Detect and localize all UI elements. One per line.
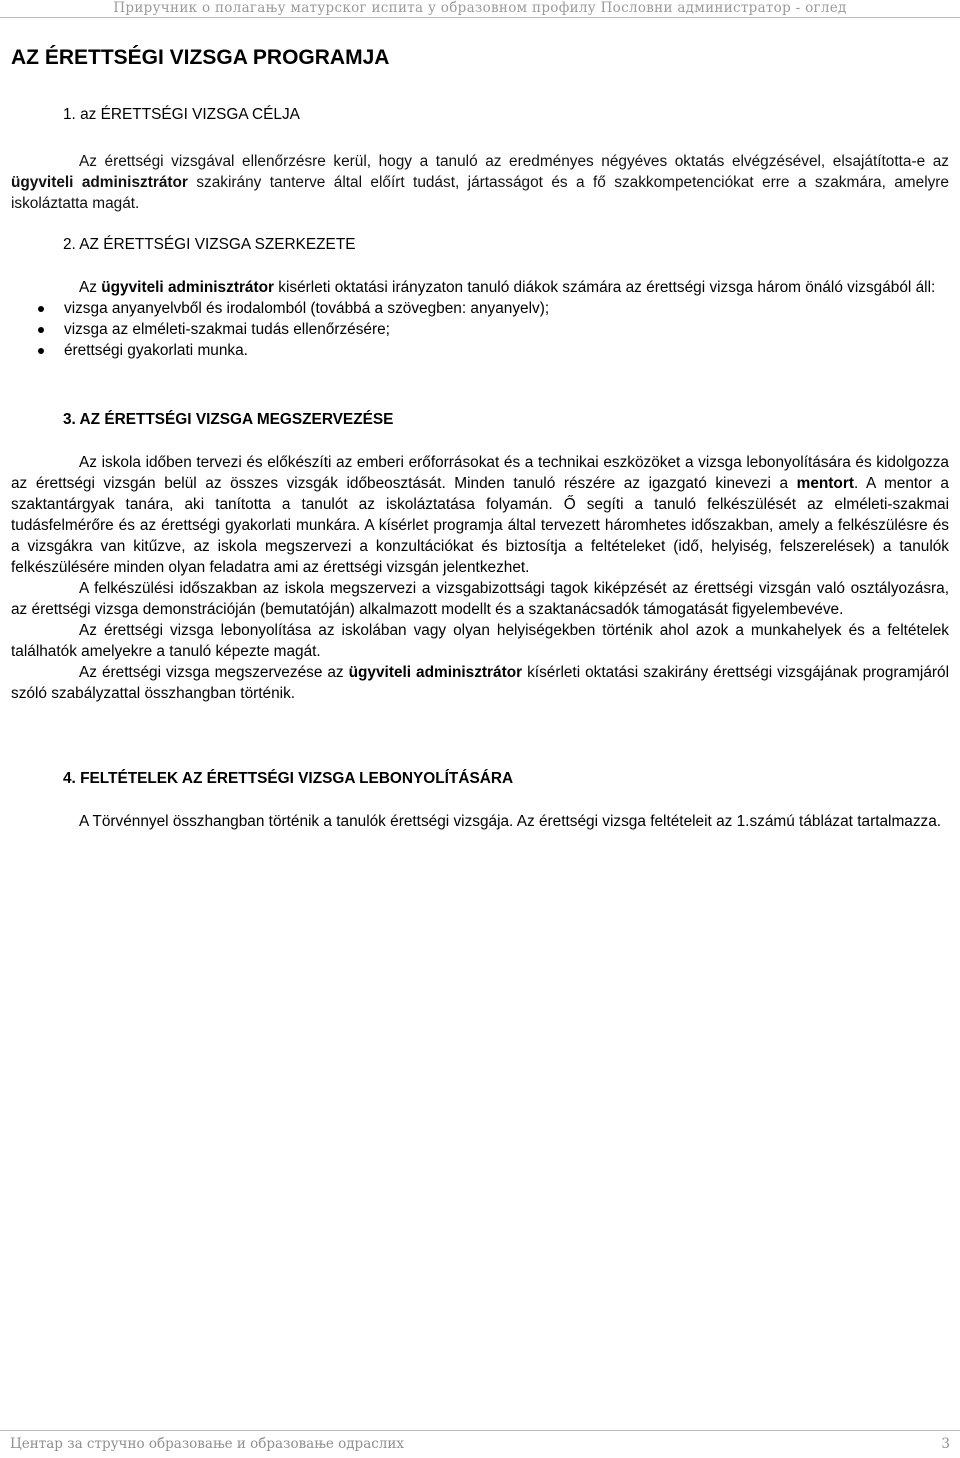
section-heading: 1. az ÉRETTSÉGI VIZSGA CÉLJA	[63, 106, 300, 123]
list-item	[11, 319, 949, 340]
paragraph	[11, 452, 949, 578]
bullet-icon	[38, 348, 44, 354]
list-item	[11, 340, 949, 361]
footer-divider	[0, 1430, 960, 1431]
section-exam-purpose	[11, 104, 949, 214]
section-heading: 4. FELTÉTELEK AZ ÉRETTSÉGI VIZSGA LEBONYOLÍTÁSÁRA	[63, 770, 514, 787]
list-item	[11, 298, 949, 319]
text-run: kísérleti oktatási szakirány érettségi vizsgájának programjáról szóló szabályzattal összhangban történik.	[11, 664, 949, 702]
list-item-text: érettségi gyakorlati munka.	[64, 342, 248, 359]
paragraph: A felkészülési időszakban az iskola megszervezi a vizsgabizottsági tagok kiképzését az érettségi vizsgán való osztályozásra, az érettségi vizsga demonstrációján (bemutatóján) alkalmazott modellt és a szaktanácsadók támogatását figyelembevéve.	[11, 580, 949, 618]
section-exam-structure	[11, 234, 949, 361]
paragraph	[11, 151, 949, 214]
bold-term: ügyviteli adminisztrátor	[348, 664, 523, 681]
section-exam-organization	[11, 409, 949, 704]
exam-parts-list	[11, 298, 949, 361]
list-item-text: vizsga anyanyelvből és irodalomból (továbbá a szövegben: anyanyelv);	[64, 300, 550, 317]
text-run: . A mentor a szaktantárgyak tanára, aki tanította a tanulót az iskoláztatása folyamán. Ő segíti a tanuló felkészülését az elméleti-szakmai tudásfelmérőre és az érettségi gyakorlati munkára. A kísérlet programja által tervezett háromhetes időszakban, amely a felkészülésre és a vizsgákra van kitűzve, az iskola megszervezi a konzultációkat és biztosítja a feltételeket (idő, helyiség, felszerelések) a tanulók felkészülésére minden olyan feladatra ami az érettségi vizsgán jelentkezhet.	[11, 475, 949, 576]
section-heading: 2. AZ ÉRETTSÉGI VIZSGA SZERKEZETE	[63, 236, 356, 253]
header-divider	[0, 17, 960, 18]
text-run: Az	[79, 279, 102, 296]
bullet-icon	[38, 306, 44, 312]
document-title: AZ ÉRETTSÉGI VIZSGA PROGRAMJA	[11, 46, 390, 69]
text-run: Az iskola időben tervezi és előkészíti az emberi erőforrásokat és a technikai eszközöket a vizsga lebonyolítására és kidolgozza az érettségi vizsgán belül az összes vizsgák időbeosztását. Minden tanuló részére az igazgató kinevezi a	[11, 454, 949, 492]
text-run: Az érettségi vizsgával ellenőrzésre kerül, hogy a tanuló az eredményes négyéves oktatás elvégzésével, elsajátította-e az	[79, 153, 949, 170]
text-run: szakirány tanterve által előírt tudást, jártasságot és a fő szakkompetenciókat erre a szakmára, amelyre iskoláztatta magát.	[11, 174, 949, 212]
running-header: Приручник о полагању матурског испита у образовном профилу Пословни администратор - оглед	[113, 0, 847, 16]
footer-institution: Центар за стручно образовање и образовање одраслих	[10, 1436, 404, 1452]
bold-term: ügyviteli adminisztrátor	[101, 279, 275, 296]
paragraph	[11, 277, 949, 298]
paragraph: Az érettségi vizsga lebonyolítása az iskolában vagy olyan helyiségekben történik ahol azok a munkahelyek és a feltételek találhatók amelyekre a tanuló képezte magát.	[11, 622, 949, 660]
paragraph	[11, 662, 949, 704]
paragraph: A Törvénnyel összhangban történik a tanulók érettségi vizsgája. Az érettségi vizsga feltételeit az 1.számú táblázat tartalmazza.	[79, 813, 942, 830]
section-exam-conditions	[11, 768, 949, 832]
bullet-icon	[38, 327, 44, 333]
text-run: Az érettségi vizsga megszervezése az	[79, 664, 349, 681]
bold-term: mentort	[796, 475, 854, 492]
bold-term: ügyviteli adminisztrátor	[11, 174, 188, 191]
list-item-text: vizsga az elméleti-szakmai tudás ellenőrzésére;	[64, 321, 390, 338]
text-run: kisérleti oktatási irányzaton tanuló diákok számára az érettségi vizsga három önáló vizsgából áll:	[274, 279, 936, 296]
page-number: 3	[941, 1436, 950, 1452]
section-heading: 3. AZ ÉRETTSÉGI VIZSGA MEGSZERVEZÉSE	[63, 411, 394, 428]
